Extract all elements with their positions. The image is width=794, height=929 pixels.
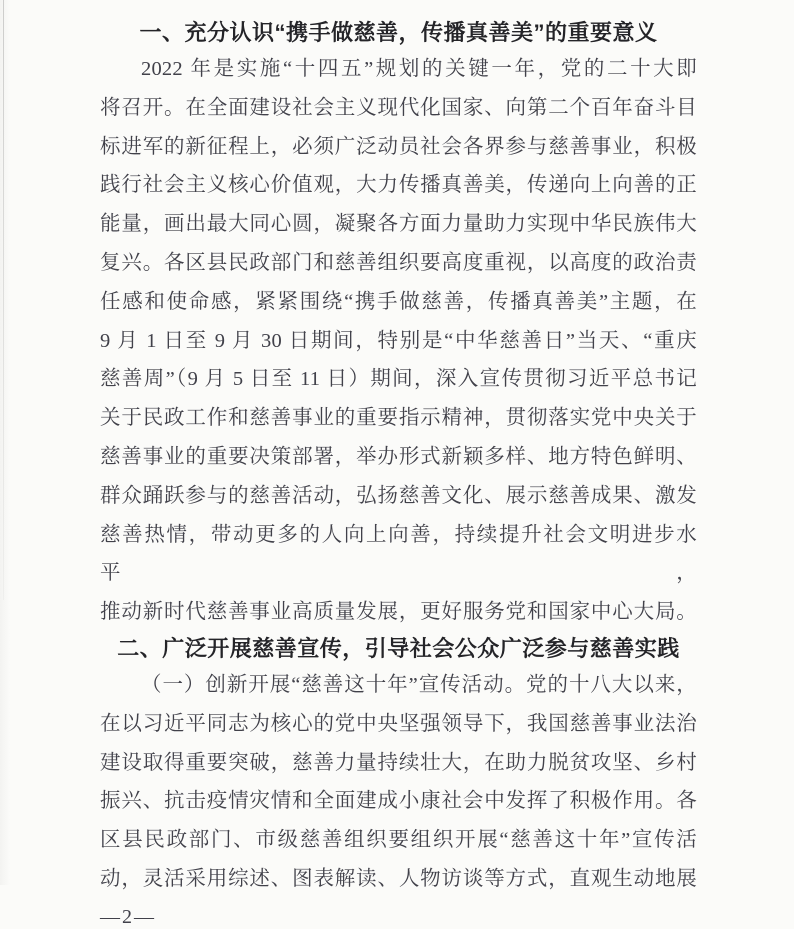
page-number: —2— [100, 905, 156, 928]
section-heading-1: 一、充分认识“携手做慈善，传播真善美”的重要意义 [139, 20, 658, 45]
paragraph-line: 群众踊跃参与的慈善活动，弘扬慈善文化、展示慈善成果、激发 [100, 484, 697, 507]
paragraph-line: 9 月 1 日至 9 月 30 日期间，特别是“中华慈善日”当天、“重庆 [100, 329, 697, 352]
paragraph-line: 任感和使命感，紧紧围绕“携手做慈善，传播真善美”主题，在 [100, 290, 697, 313]
paragraph-line: 慈善周”（9 月 5 日至 11 日）期间，深入宣传贯彻习近平总书记 [100, 368, 697, 391]
paragraph-line: 振兴、抗击疫情灾情和全面建成小康社会中发挥了积极作用。各 [100, 790, 697, 813]
paragraph-line: 践行社会主义核心价值观，大力传播真善美，传递向上向善的正 [100, 174, 697, 197]
paragraph-line: 2022 年是实施“十四五”规划的关键一年，党的二十大即 [141, 58, 697, 80]
paragraph-line: 标进军的新征程上，必须广泛动员社会各界参与慈善事业，积极 [100, 135, 697, 158]
paragraph-line: 关于民政工作和慈善事业的重要指示精神，贯彻落实党中央关于 [100, 407, 697, 430]
paragraph-line: 推动新时代慈善事业高质量发展，更好服务党和国家中心大局。 [100, 601, 697, 624]
section-heading-2: 二、广泛开展慈善宣传，引导社会公众广泛参与慈善实践 [117, 635, 680, 661]
paragraph-line: 将召开。在全面建设社会主义现代化国家、向第二个百年奋斗目 [100, 96, 697, 119]
paragraph-line: 能量，画出最大同心圆，凝聚各方面力量助力实现中华民族伟大 [100, 213, 697, 236]
paragraph-line: 区县民政部门、市级慈善组织要组织开展“慈善这十年”宣传活 [100, 829, 697, 852]
scan-edge-artifact [3, 0, 4, 600]
document-content [100, 16, 697, 929]
paragraph-line: （一）创新开展“慈善这十年”宣传活动。党的十八大以来， [141, 673, 697, 696]
paragraph-line: 动，灵活采用综述、图表解读、人物访谈等方式，直观生动地展 [100, 867, 697, 890]
paragraph-line: 建设取得重要突破，慈善力量持续壮大，在助力脱贫攻坚、乡村 [100, 751, 697, 774]
paragraph-line: 在以习近平同志为核心的党中央坚强领导下，我国慈善事业法治 [100, 712, 697, 735]
paragraph-line: 慈善事业的重要决策部署，举办形式新颖多样、地方特色鲜明、 [100, 445, 697, 468]
paragraph-line: 复兴。各区县民政部门和慈善组织要高度重视，以高度的政治责 [100, 251, 697, 274]
paragraph-line: 慈善热情，带动更多的人向上向善，持续提升社会文明进步水平， [100, 523, 697, 585]
